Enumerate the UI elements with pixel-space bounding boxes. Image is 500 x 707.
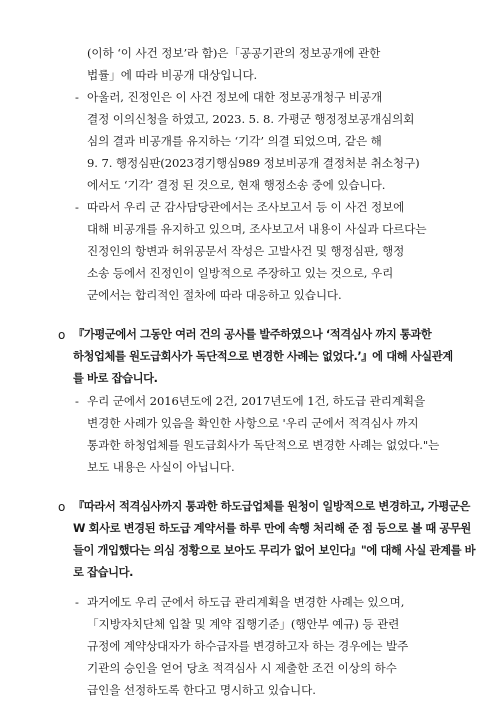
- dash3-line-2: 변경한 사례가 있음을 확인한 사항으로 '우리 군에서 적격심사 까지: [87, 416, 419, 430]
- dash4-line-1: 과거에도 우리 군에서 하도급 관리계획을 변경한 사례는 있으며,: [87, 595, 405, 609]
- dash1-line-4: 9. 7. 행정심판(2023경기행심989 정보비공개 결정처분 취소청구): [87, 156, 420, 170]
- dash1-line-5: 에서도 ‘기각’ 결정 된 것으로, 현재 행정소송 중에 있습니다.: [87, 178, 386, 192]
- section2-line-3: 들이 개입했다는 의심 정황으로 보아도 무리가 없어 보인다』"에 대해 사실 관계를 바: [73, 544, 476, 557]
- section-bullet: o: [58, 328, 66, 342]
- dash4-line-5: 급인을 선정하도록 한다고 명시하고 있습니다.: [87, 683, 316, 697]
- dash1-line-1: 아울러, 진정인은 이 사건 정보에 대한 정보공개청구 비공개: [87, 90, 383, 104]
- para1-line-1: (이하 ‘이 사건 정보’라 함)은「공공기관의 정보공개에 관한: [87, 46, 381, 60]
- dash3-line-1: 우리 군에서 2016년도에 2건, 2017년도에 1건, 하도급 관리계획을: [87, 394, 426, 408]
- section-bullet: o: [58, 500, 66, 514]
- dash4-line-2: 「지방자치단체 입찰 및 계약 집행기준」(행안부 예규) 등 관련: [87, 617, 400, 631]
- dash3-line-4: 보도 내용은 사실이 아닙니다.: [87, 460, 235, 474]
- section2-line-4: 로 잡습니다.: [73, 566, 133, 579]
- dash-marker: -: [75, 394, 79, 408]
- dash1-line-3: 심의 결과 비공개를 유지하는 ‘기각’ 의결 되었으며, 같은 해: [87, 134, 382, 148]
- dash2-line-3: 진정인의 항변과 허위공문서 작성은 고발사건 및 행정심판, 행정: [87, 244, 405, 258]
- dash-marker: -: [75, 90, 79, 104]
- dash-marker: -: [75, 200, 79, 214]
- section1-line-1: 『가평군에서 그동안 여러 건의 공사를 발주하였으나 ‘적격심사 까지 통과한: [73, 328, 432, 341]
- dash1-line-2: 결정 이의신청을 하였고, 2023. 5. 8. 가평군 행정정보공개심의회: [87, 112, 415, 126]
- section2-line-1: 『따라서 적격심사까지 통과한 하도급업체를 원청이 일방적으로 변경하고, 가평군은: [73, 500, 470, 513]
- dash2-line-2: 대해 비공개를 유지하고 있으며, 조사보고서 내용이 사실과 다르다는: [87, 222, 427, 236]
- dash3-line-3: 통과한 하청업체를 원도급회사가 독단적으로 변경한 사례는 없었다."는: [87, 438, 440, 452]
- section1-line-2: 하청업체를 원도급회사가 독단적으로 변경한 사례는 없었다.’』에 대해 사실관계: [73, 350, 453, 363]
- dash4-line-3: 규정에 계약상대자가 하수급자를 변경하고자 하는 경우에는 발주: [87, 639, 409, 653]
- para1-line-2: 법률」에 따라 비공개 대상입니다.: [87, 68, 258, 82]
- dash2-line-1: 따라서 우리 군 감사담당관에서는 조사보고서 등 이 사건 정보에: [87, 200, 405, 214]
- section1-line-3: 를 바로 잡습니다.: [73, 372, 158, 385]
- dash2-line-5: 군에서는 합리적인 절차에 따라 대응하고 있습니다.: [87, 288, 342, 302]
- section2-line-2: W 회사로 변경된 하도급 계약서를 하루 만에 속행 처리해 준 점 등으로 볼 때 공무원: [73, 522, 471, 535]
- dash2-line-4: 소송 등에서 진정인이 일방적으로 주장하고 있는 것으로, 우리: [87, 266, 394, 280]
- dash4-line-4: 기관의 승인을 얻어 당초 적격심사 시 제출한 조건 이상의 하수: [87, 661, 397, 675]
- dash-marker: -: [75, 595, 79, 609]
